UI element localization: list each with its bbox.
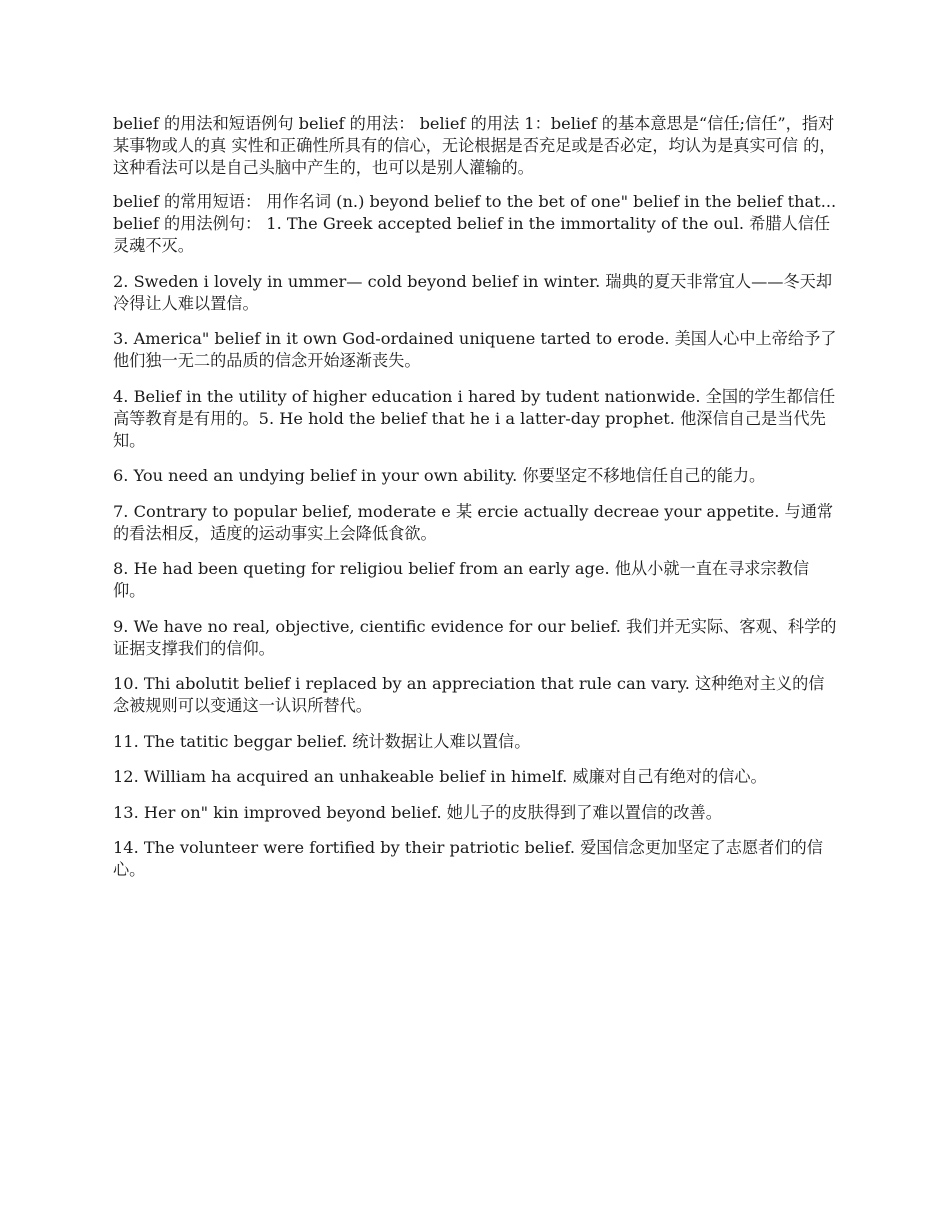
example-14: 14. The volunteer were fortified by their patriotic belief. 爱国信念更加坚定了志愿者们的信心。 [113, 838, 823, 879]
example-9: 9. We have no real, objective, cientific evidence for our belief. 我们并无实际、客观、科学的证据支撑我们的信仰。 [113, 616, 837, 658]
example-2: 2. Sweden i lovely in ummer— cold beyond belief in winter. 瑞典的夏天非常宜人——冬天却冷得让人难以置信。 [113, 271, 833, 313]
example-4-5: 4. Belief in the utility of higher education i hared by tudent nationwide. 全国的学生都信任高等教育是有用的。5. He hold the belief that he i a latter-day prophet. 他深信自己是当代先知。 [113, 386, 836, 450]
example-13: 13. Her on" kin improved beyond belief. 她儿子的皮肤得到了难以置信的改善。 [113, 802, 722, 822]
phrases-paragraph: belief 的常用短语： 用作名词 (n.) beyond belief to the bet of one" belief in the belief that... belief 的用法例句： 1. The Greek accepted belief in the immortality of the oul. 希腊人信任灵魂不灭。 [113, 192, 837, 255]
intro-paragraph: belief 的用法和短语例句 belief 的用法： belief 的用法 1：belief 的基本意思是“信任;信任”，指对某事物或人的真 实性和正确性所具有的信心，无论根据是否充足或是否必定，均认为是真实可信 的，这种看法可以是自己头脑中产生的，也可以是别人灌输的。 [113, 114, 836, 177]
example-6: 6. You need an undying belief in your own ability. 你要坚定不移地信任自己的能力。 [113, 466, 766, 485]
example-12: 12. William ha acquired an unhakeable belief in himelf. 威廉对自己有绝对的信心。 [113, 767, 767, 786]
example-3: 3. America" belief in it own God-ordained uniquene tarted to erode. 美国人心中上帝给予了他们独一无二的品质的信念开始逐渐丧失。 [113, 329, 837, 370]
document-body [113, 113, 839, 895]
example-11: 11. The tatitic beggar belief. 统计数据让人难以置信。 [113, 731, 531, 751]
example-7: 7. Contrary to popular belief, moderate e 某 ercie actually decreae your appetite. 与通常的看法相反，适度的运动事实上会降低食欲。 [113, 501, 834, 543]
example-10: 10. Thi abolutit belief i replaced by an appreciation that rule can vary. 这种绝对主义的信念被规则可以变通这一认识所替代。 [113, 674, 825, 715]
example-8: 8. He had been queting for religiou belief from an early age. 他从小就一直在寻求宗教信仰。 [113, 559, 810, 600]
